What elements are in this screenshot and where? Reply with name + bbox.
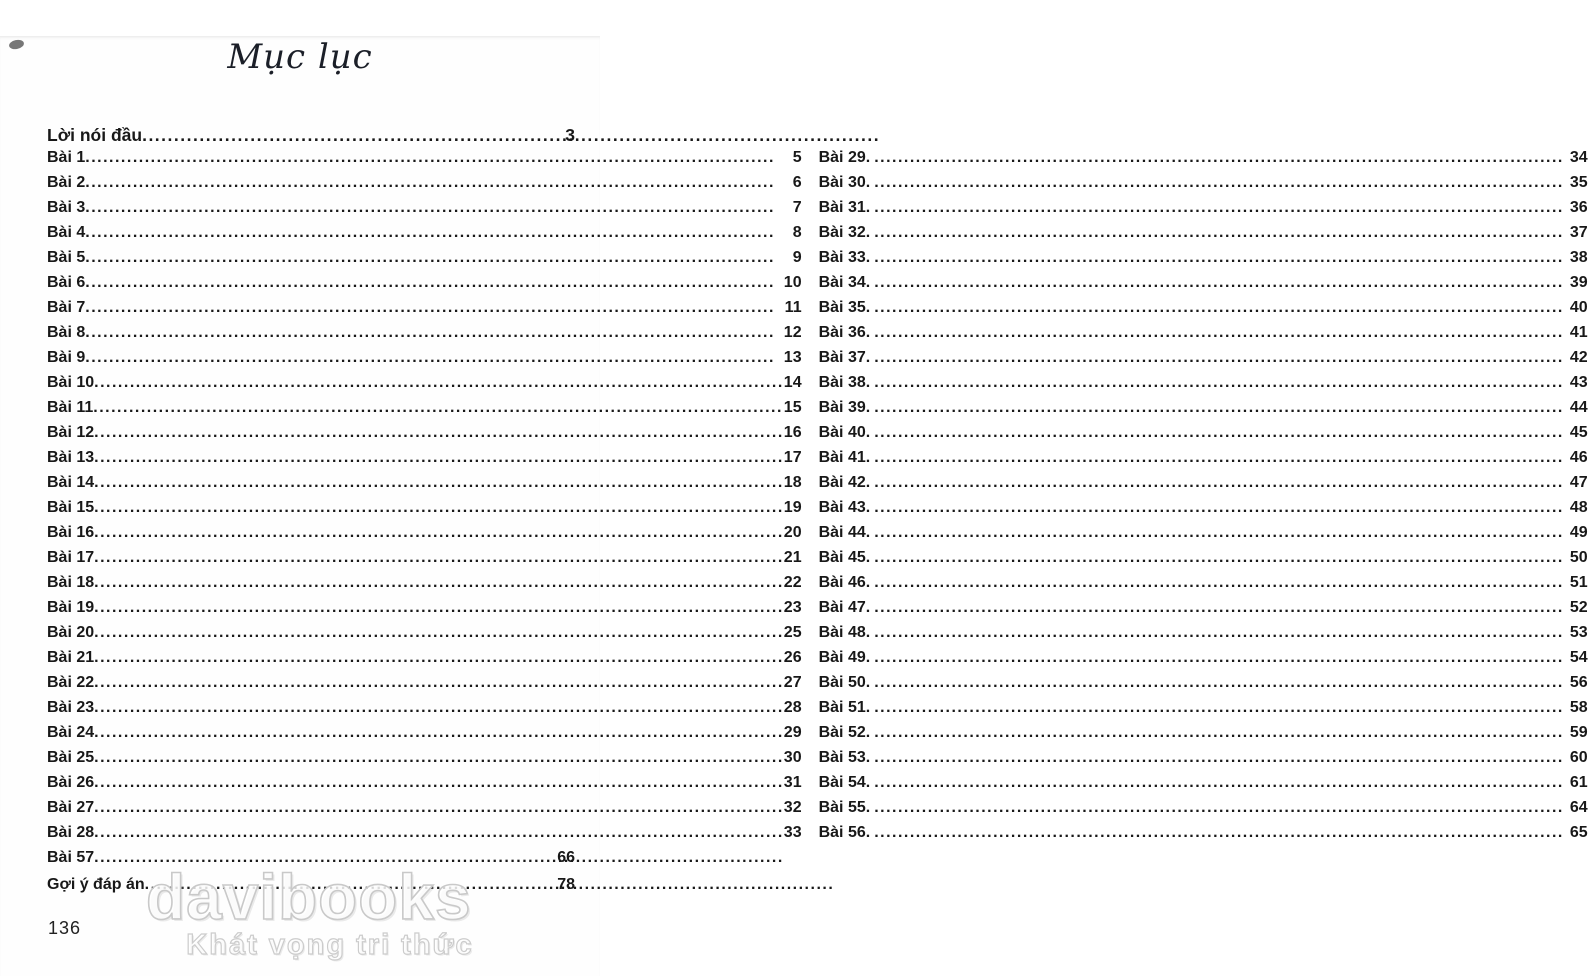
- dot-leader: [85, 195, 792, 220]
- toc-entry: [819, 170, 1588, 195]
- toc-entry: [819, 145, 1588, 170]
- dot-leader: [874, 745, 1564, 770]
- dot-leader: [94, 545, 784, 570]
- dot-leader: [85, 170, 792, 195]
- dot-leader: [874, 345, 1564, 370]
- dot-leader: [874, 470, 1564, 495]
- dot-leader: [85, 245, 792, 270]
- toc-entry-label: Bài 40.: [818, 424, 871, 441]
- toc-entry-label: Bài 1: [47, 149, 86, 166]
- toc-entry-page: 42: [1569, 349, 1588, 366]
- toc-entry-label: Bài 19: [47, 599, 95, 616]
- toc-entry-page: 66: [557, 849, 575, 866]
- toc-entry-page: 52: [1569, 599, 1588, 616]
- toc-entry: [47, 595, 802, 620]
- toc-entry-label: Bài 27: [47, 799, 95, 816]
- toc-entry: [47, 545, 802, 570]
- toc-entry: [819, 645, 1588, 670]
- dot-leader: [874, 595, 1564, 620]
- dot-leader: [93, 395, 784, 420]
- page-title: Mục lục: [227, 37, 373, 77]
- toc-entry-label: Bài 16: [47, 524, 95, 541]
- toc-entry-label: Bài 20: [47, 624, 95, 641]
- toc-entry: [819, 595, 1588, 620]
- toc-entry-label: Bài 14: [47, 474, 95, 491]
- dot-leader: [94, 770, 784, 795]
- toc-entry-label: Bài 26: [47, 774, 95, 791]
- dot-leader: [94, 745, 784, 770]
- dot-leader: [874, 195, 1564, 220]
- toc-entry-page: 12: [783, 324, 802, 341]
- toc-entry: [819, 795, 1588, 820]
- dot-leader: [874, 695, 1564, 720]
- dot-leader: [874, 170, 1564, 195]
- toc-entry-label: Bài 34.: [818, 274, 871, 291]
- toc-entry-page: 48: [1569, 499, 1588, 516]
- dot-leader: [94, 470, 784, 495]
- dot-leader: [94, 570, 784, 595]
- toc-entry: [47, 470, 802, 495]
- watermark-logo: davibooks: [146, 861, 472, 933]
- table-of-contents: [47, 114, 1588, 898]
- toc-entry-page: 15: [783, 399, 802, 416]
- toc-entry-label: Bài 8: [47, 324, 86, 341]
- toc-columns: [47, 145, 1588, 845]
- dot-leader: [85, 270, 784, 295]
- toc-entry-page: 44: [1569, 399, 1588, 416]
- dot-leader: [94, 645, 784, 670]
- toc-entry-label: Bài 51.: [818, 699, 871, 716]
- toc-entry-page: 5: [792, 149, 802, 166]
- toc-entry: [47, 620, 802, 645]
- toc-entry-page: 10: [783, 274, 802, 291]
- toc-entry: [819, 370, 1588, 395]
- toc-entry: [47, 245, 802, 270]
- dot-leader: [874, 370, 1564, 395]
- dot-leader: [874, 620, 1564, 645]
- toc-entry-label: Bài 21: [47, 649, 95, 666]
- dot-leader: [94, 445, 784, 470]
- toc-entry-label: Bài 55.: [818, 799, 871, 816]
- toc-entry: [819, 220, 1588, 245]
- toc-entry-page: 78: [557, 876, 575, 893]
- toc-entry-label: Bài 10: [47, 374, 95, 391]
- toc-entry-page: 25: [783, 624, 802, 641]
- toc-entry: [819, 495, 1588, 520]
- toc-entry-page: 51: [1569, 574, 1588, 591]
- toc-entry: [819, 545, 1588, 570]
- toc-entry-page: 16: [783, 424, 802, 441]
- toc-entry-page: 8: [792, 224, 802, 241]
- dot-leader: [142, 123, 565, 147]
- dot-leader: [94, 595, 784, 620]
- toc-entry-label: Bài 9: [47, 349, 86, 366]
- toc-entry: [47, 170, 802, 195]
- toc-entry-label: Bài 38.: [818, 374, 871, 391]
- toc-entry-page: 32: [783, 799, 802, 816]
- dot-leader: [874, 570, 1564, 595]
- dot-leader: [874, 395, 1564, 420]
- toc-entry: [47, 495, 802, 520]
- toc-entry: [47, 295, 802, 320]
- toc-entry: [819, 320, 1588, 345]
- toc-entry-label: Bài 48.: [818, 624, 871, 641]
- toc-entry-label: Gợi ý đáp án: [47, 876, 145, 893]
- toc-entry-page: 46: [1569, 449, 1588, 466]
- toc-entry-page: 60: [1569, 749, 1588, 766]
- toc-entry-label: Bài 33.: [818, 249, 871, 266]
- toc-entry-label: Bài 54.: [818, 774, 871, 791]
- toc-entry-label: Bài 56.: [818, 824, 871, 841]
- toc-entry-page: 3: [565, 125, 575, 145]
- toc-entry-label: Bài 43.: [818, 499, 871, 516]
- toc-entry: [819, 420, 1588, 445]
- toc-entry: [819, 295, 1588, 320]
- toc-entry-page: 11: [784, 299, 802, 316]
- toc-entry-page: 59: [1569, 724, 1588, 741]
- toc-entry-label: Bài 30.: [818, 174, 871, 191]
- dot-leader: [94, 670, 784, 695]
- dot-leader: [94, 370, 784, 395]
- toc-entry: [819, 520, 1588, 545]
- dot-leader: [94, 620, 784, 645]
- dot-leader: [874, 770, 1564, 795]
- toc-entry-page: 9: [792, 249, 802, 266]
- toc-entry: [819, 470, 1588, 495]
- dot-leader: [874, 270, 1564, 295]
- toc-entry-label: Bài 13: [47, 449, 95, 466]
- watermark-slogan: Khát vọng tri thức: [186, 929, 474, 961]
- toc-entry-label: Bài 46.: [818, 574, 871, 591]
- dot-leader: [874, 420, 1564, 445]
- toc-entry-page: 40: [1569, 299, 1588, 316]
- toc-entry: [47, 570, 802, 595]
- dot-leader: [874, 445, 1564, 470]
- page-number: 136: [48, 918, 82, 938]
- toc-entry-page: 37: [1569, 224, 1588, 241]
- toc-entry: [819, 820, 1588, 845]
- toc-entry-page: 58: [1569, 699, 1588, 716]
- toc-entry: [47, 745, 802, 770]
- toc-entry: [819, 270, 1588, 295]
- toc-entry: [819, 770, 1588, 795]
- toc-entry-page: 47: [1569, 474, 1588, 491]
- toc-entry-label: Bài 42.: [818, 474, 871, 491]
- dot-leader: [874, 670, 1564, 695]
- toc-entry: [819, 570, 1588, 595]
- dot-leader: [874, 520, 1564, 545]
- toc-entry: [47, 345, 802, 370]
- dot-leader: [874, 820, 1564, 845]
- toc-entry-label: Bài 39.: [818, 399, 871, 416]
- toc-entry: [819, 745, 1588, 770]
- toc-entry: [47, 695, 802, 720]
- toc-entry-label: Bài 45.: [818, 549, 871, 566]
- dot-leader: [874, 495, 1564, 520]
- toc-entry-page: 28: [783, 699, 802, 716]
- toc-entry: [47, 645, 802, 670]
- toc-entry: [819, 245, 1588, 270]
- dot-leader: [874, 720, 1564, 745]
- toc-entry-page: 43: [1569, 374, 1588, 391]
- toc-entry: [819, 620, 1588, 645]
- toc-entry-page: 39: [1569, 274, 1588, 291]
- toc-entry-page: 56: [1569, 674, 1588, 691]
- dot-leader: [85, 320, 784, 345]
- toc-entry-page: 35: [1569, 174, 1588, 191]
- toc-entry: [47, 720, 802, 745]
- toc-entry-label: Bài 52.: [818, 724, 871, 741]
- toc-entry-page: 22: [783, 574, 802, 591]
- toc-entry-page: 20: [783, 524, 802, 541]
- toc-entry-label: Bài 3: [47, 199, 86, 216]
- toc-entry-page: 64: [1569, 799, 1588, 816]
- toc-entry-label: Bài 15: [47, 499, 95, 516]
- dot-leader: [874, 245, 1564, 270]
- dot-leader: [94, 520, 784, 545]
- toc-entry-label: Bài 41.: [818, 449, 871, 466]
- toc-entry-page: 61: [1569, 774, 1588, 791]
- dot-leader: [85, 295, 784, 320]
- toc-entry-page: 54: [1569, 649, 1588, 666]
- toc-entry-label: Bài 35.: [818, 299, 871, 316]
- toc-entry-page: 7: [792, 199, 802, 216]
- dot-leader: [94, 695, 784, 720]
- toc-entry-page: 31: [783, 774, 802, 791]
- toc-entry: [47, 320, 802, 345]
- toc-entry: [47, 370, 802, 395]
- toc-entry: [47, 270, 802, 295]
- toc-entry-page: 30: [783, 749, 802, 766]
- toc-entry: [819, 670, 1588, 695]
- dot-leader: [85, 145, 792, 170]
- toc-entry-label: Bài 57: [47, 849, 95, 866]
- toc-entry: [819, 720, 1588, 745]
- toc-entry-label: Bài 17: [47, 549, 95, 566]
- toc-entry-label: Bài 22: [47, 674, 95, 691]
- toc-entry-label: Bài 7: [47, 299, 86, 316]
- toc-entry: [47, 445, 802, 470]
- toc-entry: [47, 220, 802, 245]
- dot-leader: [874, 145, 1564, 170]
- toc-entry-page: 27: [783, 674, 802, 691]
- toc-entry-label: Lời nói đầu: [47, 125, 143, 145]
- dot-leader: [874, 645, 1564, 670]
- toc-entry-page: 33: [783, 824, 802, 841]
- toc-entry-label: Bài 2: [47, 174, 86, 191]
- toc-entry-label: Bài 31.: [818, 199, 871, 216]
- toc-entry: [47, 395, 802, 420]
- toc-entry-label: Bài 49.: [818, 649, 871, 666]
- toc-entry-label: Bài 4: [47, 224, 86, 241]
- dot-leader: [85, 220, 792, 245]
- toc-entry-page: 53: [1569, 624, 1588, 641]
- toc-entry: [819, 395, 1588, 420]
- toc-entry: [47, 670, 802, 695]
- toc-entry: [47, 770, 802, 795]
- toc-entry-label: Bài 44.: [818, 524, 871, 541]
- toc-entry-page: 45: [1569, 424, 1588, 441]
- dot-leader: [874, 545, 1564, 570]
- toc-entry-label: Bài 32.: [818, 224, 871, 241]
- toc-entry: [47, 520, 802, 545]
- toc-entry-label: Bài 12: [47, 424, 95, 441]
- toc-entry-page: 29: [783, 724, 802, 741]
- toc-entry: [819, 695, 1588, 720]
- toc-entry-label: Bài 5: [47, 249, 86, 266]
- toc-entry-page: 23: [783, 599, 802, 616]
- toc-entry: [47, 820, 802, 845]
- toc-entry-label: Bài 29.: [818, 149, 871, 166]
- toc-entry-page: 14: [783, 374, 802, 391]
- dot-leader: [94, 795, 784, 820]
- toc-entry-page: 13: [783, 349, 802, 366]
- toc-entry: [47, 145, 802, 170]
- toc-entry-page: 41: [1569, 324, 1588, 341]
- toc-entry-label: Bài 47.: [818, 599, 871, 616]
- toc-entry-label: Bài 11: [47, 399, 94, 416]
- dot-leader: [874, 295, 1564, 320]
- toc-entry: [819, 445, 1588, 470]
- toc-entry-label: Bài 23: [47, 699, 95, 716]
- toc-entry-page: 19: [783, 499, 802, 516]
- toc-entry-page: 34: [1569, 149, 1588, 166]
- dot-leader: [874, 320, 1564, 345]
- toc-entry: [47, 420, 802, 445]
- toc-entry-label: Bài 28: [47, 824, 95, 841]
- toc-entry-label: Bài 36.: [818, 324, 871, 341]
- toc-entry-page: 36: [1569, 199, 1588, 216]
- toc-entry-label: Bài 6: [47, 274, 86, 291]
- toc-entry-page: 18: [783, 474, 802, 491]
- dot-leader: [94, 495, 784, 520]
- toc-entry-label: Bài 25: [47, 749, 95, 766]
- toc-entry-page: 17: [783, 449, 802, 466]
- toc-entry: [819, 345, 1588, 370]
- toc-entry-label: Bài 37.: [818, 349, 871, 366]
- dot-leader: [94, 820, 784, 845]
- book-page: [0, 36, 1588, 976]
- toc-right-column: [819, 145, 1588, 845]
- toc-entry-label: Bài 50.: [818, 674, 871, 691]
- dot-leader: [94, 720, 784, 745]
- toc-entry-page: 50: [1569, 549, 1588, 566]
- toc-entry: [47, 795, 802, 820]
- toc-foreword-entry: [47, 123, 575, 147]
- toc-left-column: [47, 145, 802, 845]
- toc-entry-page: 38: [1569, 249, 1588, 266]
- toc-entry-page: 21: [783, 549, 802, 566]
- dot-leader: [874, 220, 1564, 245]
- toc-entry-page: 65: [1569, 824, 1588, 841]
- toc-entry-page: 49: [1569, 524, 1588, 541]
- toc-entry-label: Bài 53.: [818, 749, 871, 766]
- toc-entry-page: 6: [792, 174, 802, 191]
- dot-leader: [85, 345, 784, 370]
- dot-leader: [874, 795, 1564, 820]
- toc-entry: [819, 195, 1588, 220]
- toc-entry: [47, 195, 802, 220]
- toc-entry-label: Bài 18: [47, 574, 95, 591]
- toc-entry-page: 26: [783, 649, 802, 666]
- toc-entry-label: Bài 24: [47, 724, 95, 741]
- dot-leader: [94, 420, 784, 445]
